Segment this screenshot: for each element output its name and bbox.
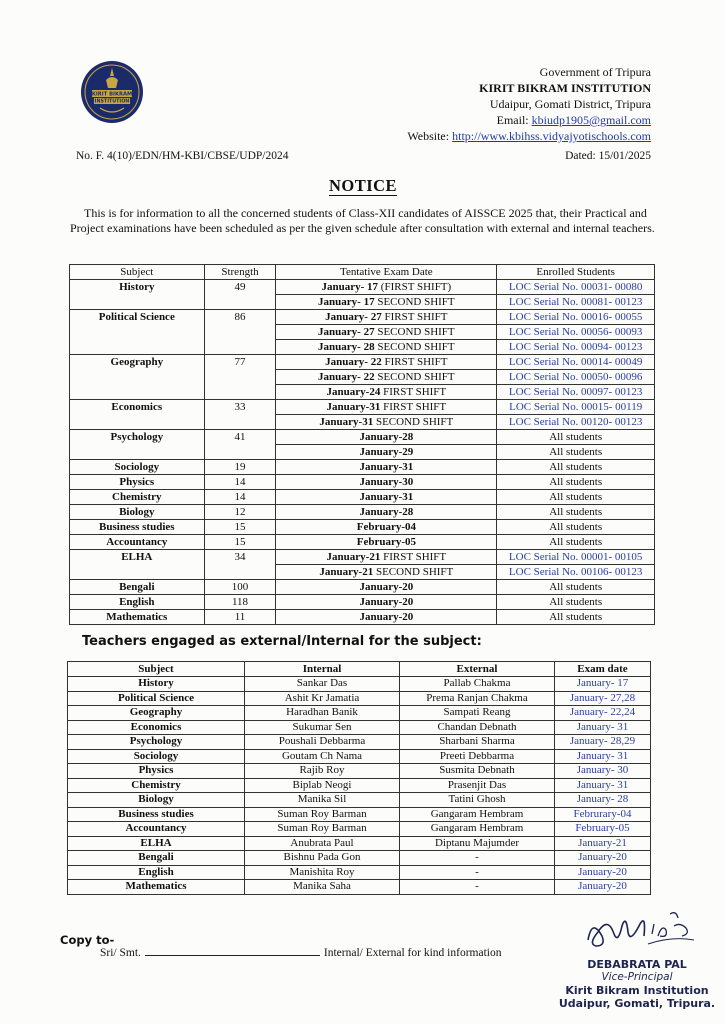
teacher-exam-date: February-05 <box>555 822 651 837</box>
teacher-subject: Biology <box>68 793 245 808</box>
teacher-exam-date: January- 22,24 <box>555 706 651 721</box>
website-link[interactable]: http://www.kbihss.vidyajyotischools.com <box>452 129 651 143</box>
exam-date-shift: SECOND SHIFT <box>373 416 454 428</box>
schedule-enrolled: All students <box>497 475 655 490</box>
teacher-internal: Sankar Das <box>245 677 400 692</box>
exam-date-day: January-28 <box>359 431 414 443</box>
schedule-row <box>70 310 655 325</box>
signatory-role: Vice-Principal <box>601 971 673 983</box>
teachers-row <box>68 778 651 793</box>
teacher-internal: Biplab Neogi <box>245 778 400 793</box>
teacher-subject: History <box>68 677 245 692</box>
schedule-exam-date <box>276 415 497 430</box>
teacher-internal: Haradhan Banik <box>245 706 400 721</box>
schedule-strength: 11 <box>204 610 276 625</box>
teacher-subject: Psychology <box>68 735 245 750</box>
teacher-external: - <box>400 851 555 866</box>
schedule-subject: English <box>70 595 205 610</box>
email-link[interactable]: kbiudp1905@gmail.com <box>531 113 651 127</box>
schedule-exam-date <box>276 430 497 445</box>
teacher-exam-date: Februrary-04 <box>555 807 651 822</box>
schedule-row <box>70 535 655 550</box>
schedule-exam-date <box>276 325 497 340</box>
schedule-strength: 49 <box>204 280 276 310</box>
notice-date: Dated: 15/01/2025 <box>565 150 651 162</box>
teacher-internal: Bishnu Pada Gon <box>245 851 400 866</box>
schedule-strength: 118 <box>204 595 276 610</box>
teacher-subject: ELHA <box>68 836 245 851</box>
teacher-external: Sampati Reang <box>400 706 555 721</box>
schedule-row <box>70 490 655 505</box>
teacher-exam-date: January- 31 <box>555 778 651 793</box>
logo-text-top: KIRIT BIKRAM <box>91 91 133 98</box>
teachers-col-header: Exam date <box>555 662 651 677</box>
handwritten-signature <box>582 906 697 954</box>
sri-smt-label: Sri/ Smt. <box>100 947 141 959</box>
teacher-internal: Goutam Ch Nama <box>245 749 400 764</box>
exam-date-day: January- 27 <box>325 311 382 323</box>
schedule-exam-date <box>276 475 497 490</box>
exam-date-day: January-31 <box>326 401 381 413</box>
exam-date-shift: SECOND SHIFT <box>374 326 455 338</box>
schedule-subject: ELHA <box>70 550 205 580</box>
teachers-heading: Teachers engaged as external/Internal for the subject: <box>82 634 482 649</box>
exam-date-day: January-31 <box>359 461 414 473</box>
teacher-external: Pallab Chakma <box>400 677 555 692</box>
schedule-header-row <box>70 265 655 280</box>
schedule-exam-date <box>276 370 497 385</box>
schedule-row <box>70 550 655 565</box>
email-line <box>407 112 651 128</box>
schedule-exam-date <box>276 385 497 400</box>
schedule-enrolled: LOC Serial No. 00081- 00123 <box>497 295 655 310</box>
teacher-external: Gangaram Hembram <box>400 822 555 837</box>
teachers-row <box>68 691 651 706</box>
schedule-enrolled: All students <box>497 460 655 475</box>
schedule-subject: Physics <box>70 475 205 490</box>
teachers-col-header: External <box>400 662 555 677</box>
copy-to-label: Copy to- <box>60 933 115 947</box>
exam-date-day: January-20 <box>359 596 414 608</box>
schedule-subject: History <box>70 280 205 310</box>
teacher-subject: Bengali <box>68 851 245 866</box>
exam-date-shift: FIRST SHIFT <box>381 311 448 323</box>
schedule-enrolled: All students <box>497 595 655 610</box>
teacher-exam-date: January- 30 <box>555 764 651 779</box>
exam-date-day: January-28 <box>359 506 414 518</box>
exam-date-shift: SECOND SHIFT <box>374 296 455 308</box>
schedule-subject: Chemistry <box>70 490 205 505</box>
notice-heading <box>0 176 726 196</box>
exam-date-day: January-24 <box>326 386 381 398</box>
schedule-exam-date <box>276 340 497 355</box>
teachers-row <box>68 851 651 866</box>
schedule-row <box>70 400 655 415</box>
schedule-enrolled: LOC Serial No. 00014- 00049 <box>497 355 655 370</box>
teacher-exam-date: January- 31 <box>555 749 651 764</box>
teacher-subject: Mathematics <box>68 880 245 895</box>
schedule-row <box>70 430 655 445</box>
teacher-exam-date: January-20 <box>555 865 651 880</box>
schedule-strength: 15 <box>204 520 276 535</box>
schedule-exam-date <box>276 535 497 550</box>
website-line <box>407 128 651 144</box>
exam-date-day: January-20 <box>359 611 414 623</box>
exam-date-shift: FIRST SHIFT <box>380 401 447 413</box>
exam-date-shift: SECOND SHIFT <box>374 341 455 353</box>
schedule-enrolled: LOC Serial No. 00015- 00119 <box>497 400 655 415</box>
teachers-row <box>68 807 651 822</box>
schedule-row <box>70 475 655 490</box>
name-blank-line <box>145 955 320 956</box>
schedule-strength: 12 <box>204 505 276 520</box>
teacher-internal: Suman Roy Barman <box>245 807 400 822</box>
teachers-row <box>68 793 651 808</box>
schedule-subject: Geography <box>70 355 205 400</box>
schedule-col-header: Strength <box>204 265 276 280</box>
schedule-col-header: Subject <box>70 265 205 280</box>
schedule-subject: Accountancy <box>70 535 205 550</box>
notice-title: NOTICE <box>328 176 398 195</box>
teachers-col-header: Subject <box>68 662 245 677</box>
schedule-row <box>70 355 655 370</box>
exam-date-shift: FIRST SHIFT <box>380 551 447 563</box>
schedule-exam-date <box>276 295 497 310</box>
schedule-exam-date <box>276 445 497 460</box>
exam-date-shift: FIRST SHIFT <box>380 386 447 398</box>
signature-block <box>552 958 722 1010</box>
schedule-enrolled: All students <box>497 580 655 595</box>
teachers-row <box>68 749 651 764</box>
schedule-enrolled: LOC Serial No. 00120- 00123 <box>497 415 655 430</box>
teacher-subject: Physics <box>68 764 245 779</box>
govt-line: Government of Tripura <box>539 65 651 79</box>
schedule-strength: 86 <box>204 310 276 355</box>
teacher-exam-date: January-20 <box>555 851 651 866</box>
teacher-exam-date: January- 28 <box>555 793 651 808</box>
teacher-external: Prasenjit Das <box>400 778 555 793</box>
exam-date-shift: FIRST SHIFT <box>381 356 448 368</box>
teacher-exam-date: January-20 <box>555 880 651 895</box>
file-number: No. F. 4(10)/EDN/HM-KBI/CBSE/UDP/2024 <box>76 150 289 162</box>
copy-to-line <box>100 947 501 959</box>
exam-date-day: January-31 <box>319 416 374 428</box>
exam-date-shift: SECOND SHIFT <box>374 371 455 383</box>
teacher-subject: English <box>68 865 245 880</box>
schedule-subject: Sociology <box>70 460 205 475</box>
schedule-exam-date <box>276 355 497 370</box>
teacher-subject: Chemistry <box>68 778 245 793</box>
exam-date-day: February-04 <box>356 521 416 533</box>
teacher-exam-date: January- 17 <box>555 677 651 692</box>
signatory-place: Udaipur, Gomati, Tripura. <box>558 997 716 1010</box>
exam-date-day: January-29 <box>359 446 414 458</box>
schedule-enrolled: LOC Serial No. 00094- 00123 <box>497 340 655 355</box>
schedule-col-header: Tentative Exam Date <box>276 265 497 280</box>
schedule-strength: 77 <box>204 355 276 400</box>
teacher-internal: Anubrata Paul <box>245 836 400 851</box>
schedule-exam-date <box>276 310 497 325</box>
exam-date-day: January-31 <box>359 491 414 503</box>
exam-schedule-table <box>69 264 655 625</box>
teachers-row <box>68 822 651 837</box>
schedule-enrolled: All students <box>497 610 655 625</box>
schedule-enrolled: LOC Serial No. 00056- 00093 <box>497 325 655 340</box>
schedule-exam-date <box>276 505 497 520</box>
schedule-enrolled: All students <box>497 430 655 445</box>
exam-date-day: January-21 <box>326 551 381 563</box>
teacher-internal: Ashit Kr Jamatia <box>245 691 400 706</box>
exam-date-day: January- 28 <box>318 341 375 353</box>
schedule-strength: 34 <box>204 550 276 580</box>
schedule-exam-date <box>276 280 497 295</box>
schedule-enrolled: LOC Serial No. 00097- 00123 <box>497 385 655 400</box>
teachers-table <box>67 661 651 895</box>
teacher-subject: Economics <box>68 720 245 735</box>
schedule-exam-date <box>276 460 497 475</box>
schedule-strength: 33 <box>204 400 276 430</box>
teachers-row <box>68 735 651 750</box>
schedule-enrolled: LOC Serial No. 00106- 00123 <box>497 565 655 580</box>
teachers-row <box>68 706 651 721</box>
signatory-name: DEBABRATA PAL <box>587 958 687 971</box>
teacher-internal: Manika Sil <box>245 793 400 808</box>
teacher-exam-date: January-21 <box>555 836 651 851</box>
teachers-row <box>68 720 651 735</box>
teacher-internal: Manishita Roy <box>245 865 400 880</box>
schedule-strength: 41 <box>204 430 276 460</box>
schedule-row <box>70 460 655 475</box>
schedule-exam-date <box>276 490 497 505</box>
schedule-enrolled: LOC Serial No. 00016- 00055 <box>497 310 655 325</box>
copy-suffix: Internal/ External for kind information <box>323 947 502 959</box>
schedule-row <box>70 520 655 535</box>
teacher-external: Tatini Ghosh <box>400 793 555 808</box>
intro-paragraph: This is for information to all the concerned students of Class-XII candidates of AISSCE 2025 that, their Practical and Project examinations have been scheduled as per the given schedule after consultation with external and internal teachers. <box>70 206 655 235</box>
schedule-exam-date <box>276 550 497 565</box>
schedule-strength: 15 <box>204 535 276 550</box>
schedule-enrolled: All students <box>497 505 655 520</box>
teacher-external: Sharbani Sharma <box>400 735 555 750</box>
teacher-subject: Business studies <box>68 807 245 822</box>
teachers-row <box>68 880 651 895</box>
teacher-exam-date: January- 31 <box>555 720 651 735</box>
schedule-strength: 100 <box>204 580 276 595</box>
teachers-row <box>68 677 651 692</box>
exam-date-day: February-05 <box>356 536 416 548</box>
schedule-exam-date <box>276 580 497 595</box>
teacher-external: Chandan Debnath <box>400 720 555 735</box>
schedule-enrolled: LOC Serial No. 00001- 00105 <box>497 550 655 565</box>
teachers-header-row <box>68 662 651 677</box>
teacher-external: Susmita Debnath <box>400 764 555 779</box>
teachers-row <box>68 764 651 779</box>
exam-date-day: January- 22 <box>318 371 375 383</box>
schedule-exam-date <box>276 595 497 610</box>
schedule-enrolled: All students <box>497 535 655 550</box>
schedule-subject: Mathematics <box>70 610 205 625</box>
logo-text-bottom: INSTITUTION <box>94 99 130 105</box>
exam-date-day: January- 27 <box>318 326 375 338</box>
teacher-external: Diptanu Majumder <box>400 836 555 851</box>
teachers-col-header: Internal <box>245 662 400 677</box>
schedule-exam-date <box>276 400 497 415</box>
schedule-enrolled: LOC Serial No. 00050- 00096 <box>497 370 655 385</box>
schedule-subject: Business studies <box>70 520 205 535</box>
teacher-external: Preeti Debbarma <box>400 749 555 764</box>
teacher-internal: Suman Roy Barman <box>245 822 400 837</box>
schedule-row <box>70 610 655 625</box>
teacher-exam-date: January- 27,28 <box>555 691 651 706</box>
schedule-col-header: Enrolled Students <box>497 265 655 280</box>
teacher-external: Gangaram Hembram <box>400 807 555 822</box>
schedule-enrolled: All students <box>497 490 655 505</box>
schedule-exam-date <box>276 565 497 580</box>
exam-date-day: January-30 <box>359 476 414 488</box>
schedule-strength: 14 <box>204 490 276 505</box>
schedule-subject: Economics <box>70 400 205 430</box>
exam-date-shift: (FIRST SHIFT) <box>378 281 452 293</box>
teacher-external: Prema Ranjan Chakma <box>400 691 555 706</box>
website-label: Website: <box>407 129 450 143</box>
exam-date-day: January- 17 <box>318 296 375 308</box>
exam-date-day: January-21 <box>319 566 374 578</box>
teacher-external: - <box>400 865 555 880</box>
schedule-exam-date <box>276 610 497 625</box>
teacher-exam-date: January- 28,29 <box>555 735 651 750</box>
teachers-row <box>68 865 651 880</box>
schedule-row <box>70 505 655 520</box>
exam-date-day: January- 17 <box>321 281 379 293</box>
email-label: Email: <box>496 113 529 127</box>
address-line: Udaipur, Gomati District, Tripura <box>489 97 651 111</box>
schedule-subject: Political Science <box>70 310 205 355</box>
schedule-enrolled: LOC Serial No. 00031- 00080 <box>497 280 655 295</box>
schedule-subject: Bengali <box>70 580 205 595</box>
teacher-subject: Sociology <box>68 749 245 764</box>
schedule-enrolled: All students <box>497 520 655 535</box>
schedule-enrolled: All students <box>497 445 655 460</box>
schedule-exam-date <box>276 520 497 535</box>
institution-logo <box>80 60 144 124</box>
exam-date-day: January-20 <box>359 581 414 593</box>
signatory-institution: Kirit Bikram Institution <box>565 984 709 997</box>
schedule-row <box>70 580 655 595</box>
schedule-strength: 14 <box>204 475 276 490</box>
schedule-subject: Biology <box>70 505 205 520</box>
teacher-subject: Geography <box>68 706 245 721</box>
teacher-subject: Accountancy <box>68 822 245 837</box>
teacher-subject: Political Science <box>68 691 245 706</box>
schedule-row <box>70 280 655 295</box>
exam-date-day: January- 22 <box>325 356 382 368</box>
schedule-strength: 19 <box>204 460 276 475</box>
teacher-internal: Rajib Roy <box>245 764 400 779</box>
schedule-subject: Psychology <box>70 430 205 460</box>
teacher-internal: Poushali Debbarma <box>245 735 400 750</box>
teacher-external: - <box>400 880 555 895</box>
exam-date-shift: SECOND SHIFT <box>373 566 454 578</box>
teacher-internal: Sukumar Sen <box>245 720 400 735</box>
teachers-row <box>68 836 651 851</box>
institution-name: KIRIT BIKRAM INSTITUTION <box>479 81 651 95</box>
letterhead <box>407 64 651 144</box>
schedule-row <box>70 595 655 610</box>
teacher-internal: Manika Saha <box>245 880 400 895</box>
